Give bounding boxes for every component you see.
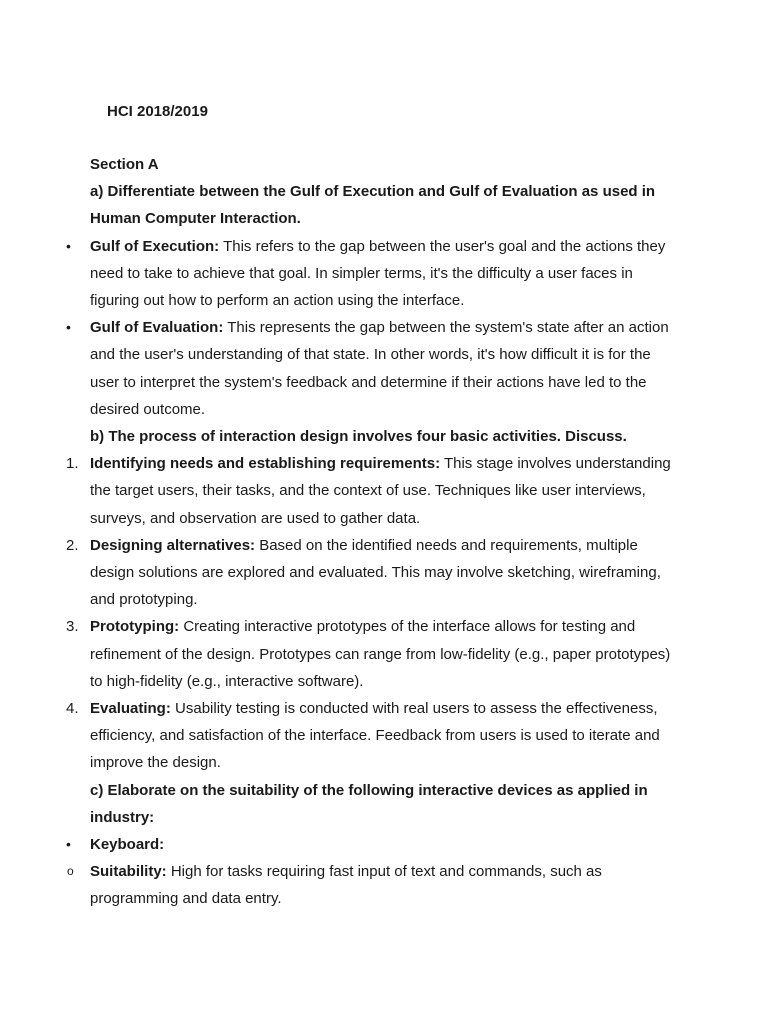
term-description: This represents the gap between the system's state after an action and the user's understanding of that state. In other words, it's how difficult it is for the user to interpret the system's feedback and determine if their actions have led to the desired outcome. (90, 319, 669, 418)
list-item-keyboard-suitability (0, 858, 682, 912)
term-label: Prototyping: (90, 618, 180, 636)
number-marker: 1. (66, 455, 79, 473)
term-description: Usability testing is conducted with real users to assess the effectiveness, efficiency, and satisfaction of the interface. Feedback from users is used to iterate and improve the design. (90, 700, 660, 772)
list-item-activity-1 (0, 450, 682, 532)
list-item-activity-2 (0, 532, 682, 614)
term-description: This refers to the gap between the user's goal and the actions they need to take to achieve that goal. In simpler terms, it's the difficulty a user faces in figuring out how to perform an action using the interface. (90, 237, 666, 310)
bullet-marker: • (66, 319, 71, 336)
term-description: High for tasks requiring fast input of text and commands, such as programming and data entry. (90, 863, 602, 908)
term-label: Evaluating: (90, 700, 171, 718)
term-label: Identifying needs and establishing requirements: (90, 455, 441, 473)
section-heading: Section A (90, 156, 159, 173)
list-item-gulf-execution (0, 233, 682, 315)
question-b: b) The process of interaction design involves four basic activities. Discuss. (90, 428, 627, 446)
bullet-marker: • (66, 836, 71, 853)
list-item-gulf-evaluation (0, 314, 682, 423)
question-c: c) Elaborate on the suitability of the following interactive devices as applied in industry: (90, 781, 648, 826)
term-label: Suitability: (90, 863, 167, 881)
number-marker: 2. (66, 536, 79, 554)
number-marker: 3. (66, 618, 79, 636)
term-label: Designing alternatives: (90, 536, 256, 554)
term-label: Keyboard: (90, 836, 165, 854)
term-description: Creating interactive prototypes of the interface allows for testing and refinement of the design. Prototypes can range from low-fidelity (e.g., paper prototypes) to high-fidelity (e.g., interactive software). (90, 618, 671, 690)
term-label: Gulf of Execution: (90, 237, 220, 255)
list-item-activity-3 (0, 613, 682, 695)
document-body (0, 151, 768, 913)
list-item-activity-4 (0, 695, 682, 777)
document-title: HCI 2018/2019 (107, 103, 208, 120)
sub-bullet-marker: o (67, 864, 74, 879)
number-marker: 4. (66, 700, 79, 718)
question-a: a) Differentiate between the Gulf of Execution and Gulf of Evaluation as used in Human Computer Interaction. (90, 183, 656, 228)
term-description: This stage involves understanding the target users, their tasks, and the context of use. Techniques like user interviews, surveys, and observation are used to gather data. (90, 455, 671, 527)
term-description: Based on the identified needs and requirements, multiple design solutions are explored and evaluated. This may involve sketching, wireframing, and prototyping. (90, 536, 661, 609)
list-item-keyboard (0, 831, 682, 858)
bullet-marker: • (66, 237, 71, 254)
term-label: Gulf of Evaluation: (90, 319, 224, 337)
